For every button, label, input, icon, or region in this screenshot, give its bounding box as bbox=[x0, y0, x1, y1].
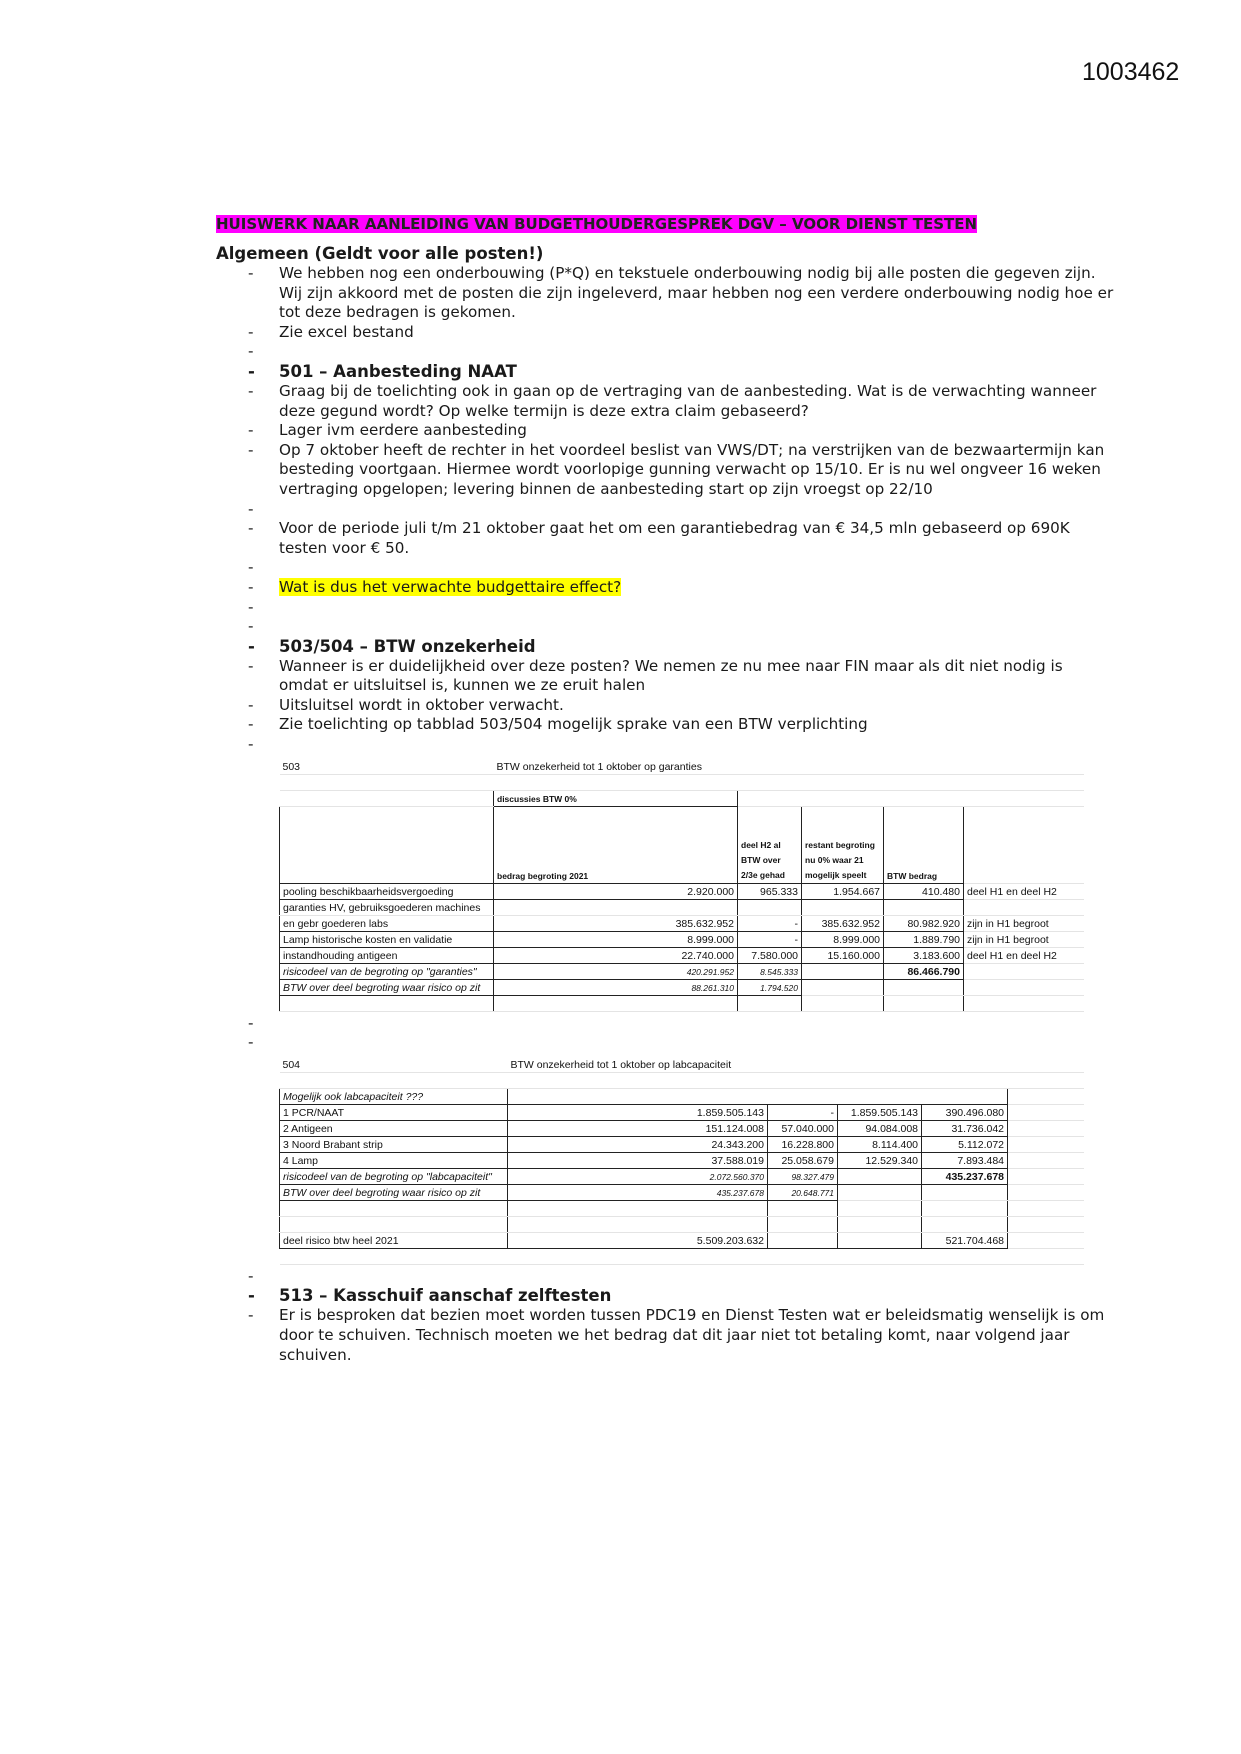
col-header-btw: BTW bedrag bbox=[884, 806, 964, 883]
cell-c: 12.529.340 bbox=[838, 1152, 922, 1168]
table-row bbox=[280, 915, 1084, 931]
document-number: 1003462 bbox=[1082, 58, 1180, 86]
cell-b: 57.040.000 bbox=[768, 1120, 838, 1136]
list-item: - Zie toelichting op tabblad 503/504 mogelijk sprake van een BTW verplichting bbox=[216, 715, 1116, 735]
row-label: en gebr goederen labs bbox=[280, 915, 494, 931]
list-item bbox=[216, 578, 1116, 598]
list-item bbox=[216, 500, 1116, 520]
cell-note: zijn in H1 begroot bbox=[964, 931, 1084, 947]
vat-a: 435.237.678 bbox=[508, 1184, 768, 1200]
document-title bbox=[216, 214, 1116, 234]
section-501-heading: - 501 – Aanbesteding NAAT bbox=[216, 362, 1116, 382]
risk-total: 86.466.790 bbox=[884, 963, 964, 979]
sheet-code: 503 bbox=[280, 759, 494, 775]
table-row bbox=[280, 1168, 1084, 1184]
general-list bbox=[216, 264, 1116, 755]
list-item bbox=[216, 1014, 1116, 1034]
cell-h2: 965.333 bbox=[738, 883, 802, 899]
list-item: - Lager ivm eerdere aanbesteding bbox=[216, 421, 1116, 441]
cell-b: 25.058.679 bbox=[768, 1152, 838, 1168]
row-label: garanties HV, gebruiksgoederen machines bbox=[280, 899, 494, 915]
cell-rest: 385.632.952 bbox=[802, 915, 884, 931]
list-item bbox=[216, 735, 1116, 755]
col-header-h2: deel H2 al BTW over 2/3e gehad bbox=[738, 806, 802, 883]
cell-note: deel H1 en deel H2 bbox=[964, 947, 1084, 963]
table-row bbox=[280, 1120, 1084, 1136]
list-item: - Wanneer is er duidelijkheid over deze posten? We nemen ze nu mee naar FIN maar als dit niet nodig is omdat er uitsluitsel is, kunnen we ze eruit halen bbox=[216, 657, 1116, 696]
highlighted-question: Wat is dus het verwachte budgettaire effect? bbox=[279, 577, 622, 596]
row-label: 3 Noord Brabant strip bbox=[280, 1136, 508, 1152]
vat-budget: 88.261.310 bbox=[494, 979, 738, 995]
col-header-budget: bedrag begroting 2021 bbox=[494, 806, 738, 883]
cell-rest: 1.954.667 bbox=[802, 883, 884, 899]
year-d: 521.704.468 bbox=[922, 1232, 1008, 1248]
table-row bbox=[280, 1152, 1084, 1168]
row-label: 2 Antigeen bbox=[280, 1120, 508, 1136]
vat-label: BTW over deel begroting waar risico op zit bbox=[280, 979, 494, 995]
table-row bbox=[280, 1136, 1084, 1152]
table-row bbox=[280, 931, 1084, 947]
cell-budget: 22.740.000 bbox=[494, 947, 738, 963]
list-item bbox=[216, 342, 1116, 362]
cell-a: 1.859.505.143 bbox=[508, 1104, 768, 1120]
cell-rest: 8.999.000 bbox=[802, 931, 884, 947]
cell-budget: 2.920.000 bbox=[494, 883, 738, 899]
cell-c: 8.114.400 bbox=[838, 1136, 922, 1152]
cell-rest: 15.160.000 bbox=[802, 947, 884, 963]
row-label: pooling beschikbaarheidsvergoeding bbox=[280, 883, 494, 899]
list-item bbox=[216, 1033, 1116, 1053]
spreadsheet-503 bbox=[279, 759, 1083, 1012]
section-513-list bbox=[216, 1267, 1116, 1365]
list-item: - Zie excel bestand bbox=[216, 323, 1116, 343]
year-label: deel risico btw heel 2021 bbox=[280, 1232, 508, 1248]
row-label: 1 PCR/NAAT bbox=[280, 1104, 508, 1120]
table-row bbox=[280, 1184, 1084, 1200]
cell-btw: 410.480 bbox=[884, 883, 964, 899]
table-row bbox=[280, 883, 1084, 899]
cell-c: 94.084.008 bbox=[838, 1120, 922, 1136]
sheet-code: 504 bbox=[280, 1057, 508, 1073]
cell-budget: 385.632.952 bbox=[494, 915, 738, 931]
cell-b: 16.228.800 bbox=[768, 1136, 838, 1152]
section-503-heading: - 503/504 – BTW onzekerheid bbox=[216, 637, 1116, 657]
cell-h2: - bbox=[738, 915, 802, 931]
cell-a: 24.343.200 bbox=[508, 1136, 768, 1152]
cell-b: - bbox=[768, 1104, 838, 1120]
document-body bbox=[216, 214, 1116, 1365]
year-a: 5.509.203.632 bbox=[508, 1232, 768, 1248]
vat-h2: 1.794.520 bbox=[738, 979, 802, 995]
list-item: - Graag bij de toelichting ook in gaan op de vertraging van de aanbesteding. Wat is de verwachting wanneer deze gegund wordt? Op welke termijn is deze extra claim gebaseerd? bbox=[216, 382, 1116, 421]
cell-btw: 3.183.600 bbox=[884, 947, 964, 963]
list-item: - Uitsluitsel wordt in oktober verwacht. bbox=[216, 696, 1116, 716]
cell-a: 151.124.008 bbox=[508, 1120, 768, 1136]
sheet-title: BTW onzekerheid tot 1 oktober op garanties bbox=[494, 759, 884, 775]
list-item: - Op 7 oktober heeft de rechter in het voordeel beslist van VWS/DT; na verstrijken van de bezwaartermijn kan besteding voortgaan. Hiermee wordt voorlopige gunning verwacht op 15/10. Er is nu wel ongveer 16 weken vertraging opgelopen; levering binnen de aanbesteding start op zijn vroegst op 22/10 bbox=[216, 441, 1116, 500]
cell-d: 7.893.484 bbox=[922, 1152, 1008, 1168]
risk-budget: 420.291.952 bbox=[494, 963, 738, 979]
vat-label: BTW over deel begroting waar risico op zit bbox=[280, 1184, 508, 1200]
cell-d: 390.496.080 bbox=[922, 1104, 1008, 1120]
list-item bbox=[216, 1267, 1116, 1287]
cell-note: zijn in H1 begroot bbox=[964, 915, 1084, 931]
cell-c: 1.859.505.143 bbox=[838, 1104, 922, 1120]
cell-budget: 8.999.000 bbox=[494, 931, 738, 947]
spreadsheet-504 bbox=[279, 1057, 1083, 1265]
table-row bbox=[280, 1232, 1084, 1248]
list-item: - Voor de periode juli t/m 21 oktober gaat het om een garantiebedrag van € 34,5 mln gebaseerd op 690K testen voor € 50. bbox=[216, 519, 1116, 558]
table-row bbox=[280, 979, 1084, 995]
list-item bbox=[216, 558, 1116, 578]
cell-d: 31.736.042 bbox=[922, 1120, 1008, 1136]
sheet-subhead: Mogelijk ook labcapaciteit ??? bbox=[280, 1088, 508, 1104]
sheet-title: BTW onzekerheid tot 1 oktober op labcapaciteit bbox=[508, 1057, 922, 1073]
risk-total: 435.237.678 bbox=[922, 1168, 1008, 1184]
risk-b: 98.327.479 bbox=[768, 1168, 838, 1184]
cell-h2: - bbox=[738, 931, 802, 947]
col-header-rest: restant begroting nu 0% waar 21 mogelijk speelt bbox=[802, 806, 884, 883]
cell-h2: 7.580.000 bbox=[738, 947, 802, 963]
between-list bbox=[216, 1014, 1116, 1053]
risk-a: 2.072.560.370 bbox=[508, 1168, 768, 1184]
cell-note: deel H1 en deel H2 bbox=[964, 883, 1084, 899]
table-row bbox=[280, 963, 1084, 979]
section-513-heading: - 513 – Kasschuif aanschaf zelftesten bbox=[216, 1286, 1116, 1306]
table-row bbox=[280, 1104, 1084, 1120]
row-label: instandhouding antigeen bbox=[280, 947, 494, 963]
document-title-text: HUISWERK NAAR AANLEIDING VAN BUDGETHOUDERGESPREK DGV – VOOR DIENST TESTEN bbox=[216, 215, 978, 233]
row-label: Lamp historische kosten en validatie bbox=[280, 931, 494, 947]
cell-a: 37.588.019 bbox=[508, 1152, 768, 1168]
vat-b: 20.648.771 bbox=[768, 1184, 838, 1200]
list-item: - Er is besproken dat bezien moet worden tussen PDC19 en Dienst Testen wat er beleidsmatig wenselijk is om door te schuiven. Technisch moeten we het bedrag dat dit jaar niet tot betaling komt, naar volgend jaar schuiven. bbox=[216, 1306, 1116, 1365]
row-label: 4 Lamp bbox=[280, 1152, 508, 1168]
table-row bbox=[280, 899, 1084, 915]
risk-label: risicodeel van de begroting op "garanties" bbox=[280, 963, 494, 979]
list-item bbox=[216, 617, 1116, 637]
sheet-subhead: discussies BTW 0% bbox=[494, 790, 738, 806]
list-item: - We hebben nog een onderbouwing (P*Q) en tekstuele onderbouwing nodig bij alle posten die gegeven zijn. Wij zijn akkoord met de posten die zijn ingeleverd, maar hebben nog een verdere onderbouwing nodig hoe er tot deze bedragen is gekomen. bbox=[216, 264, 1116, 323]
table-row bbox=[280, 947, 1084, 963]
list-item bbox=[216, 598, 1116, 618]
cell-d: 5.112.072 bbox=[922, 1136, 1008, 1152]
risk-label: risicodeel van de begroting op "labcapaciteit" bbox=[280, 1168, 508, 1184]
general-heading: Algemeen (Geldt voor alle posten!) bbox=[216, 244, 544, 263]
cell-btw: 1.889.790 bbox=[884, 931, 964, 947]
risk-h2: 8.545.333 bbox=[738, 963, 802, 979]
cell-btw: 80.982.920 bbox=[884, 915, 964, 931]
